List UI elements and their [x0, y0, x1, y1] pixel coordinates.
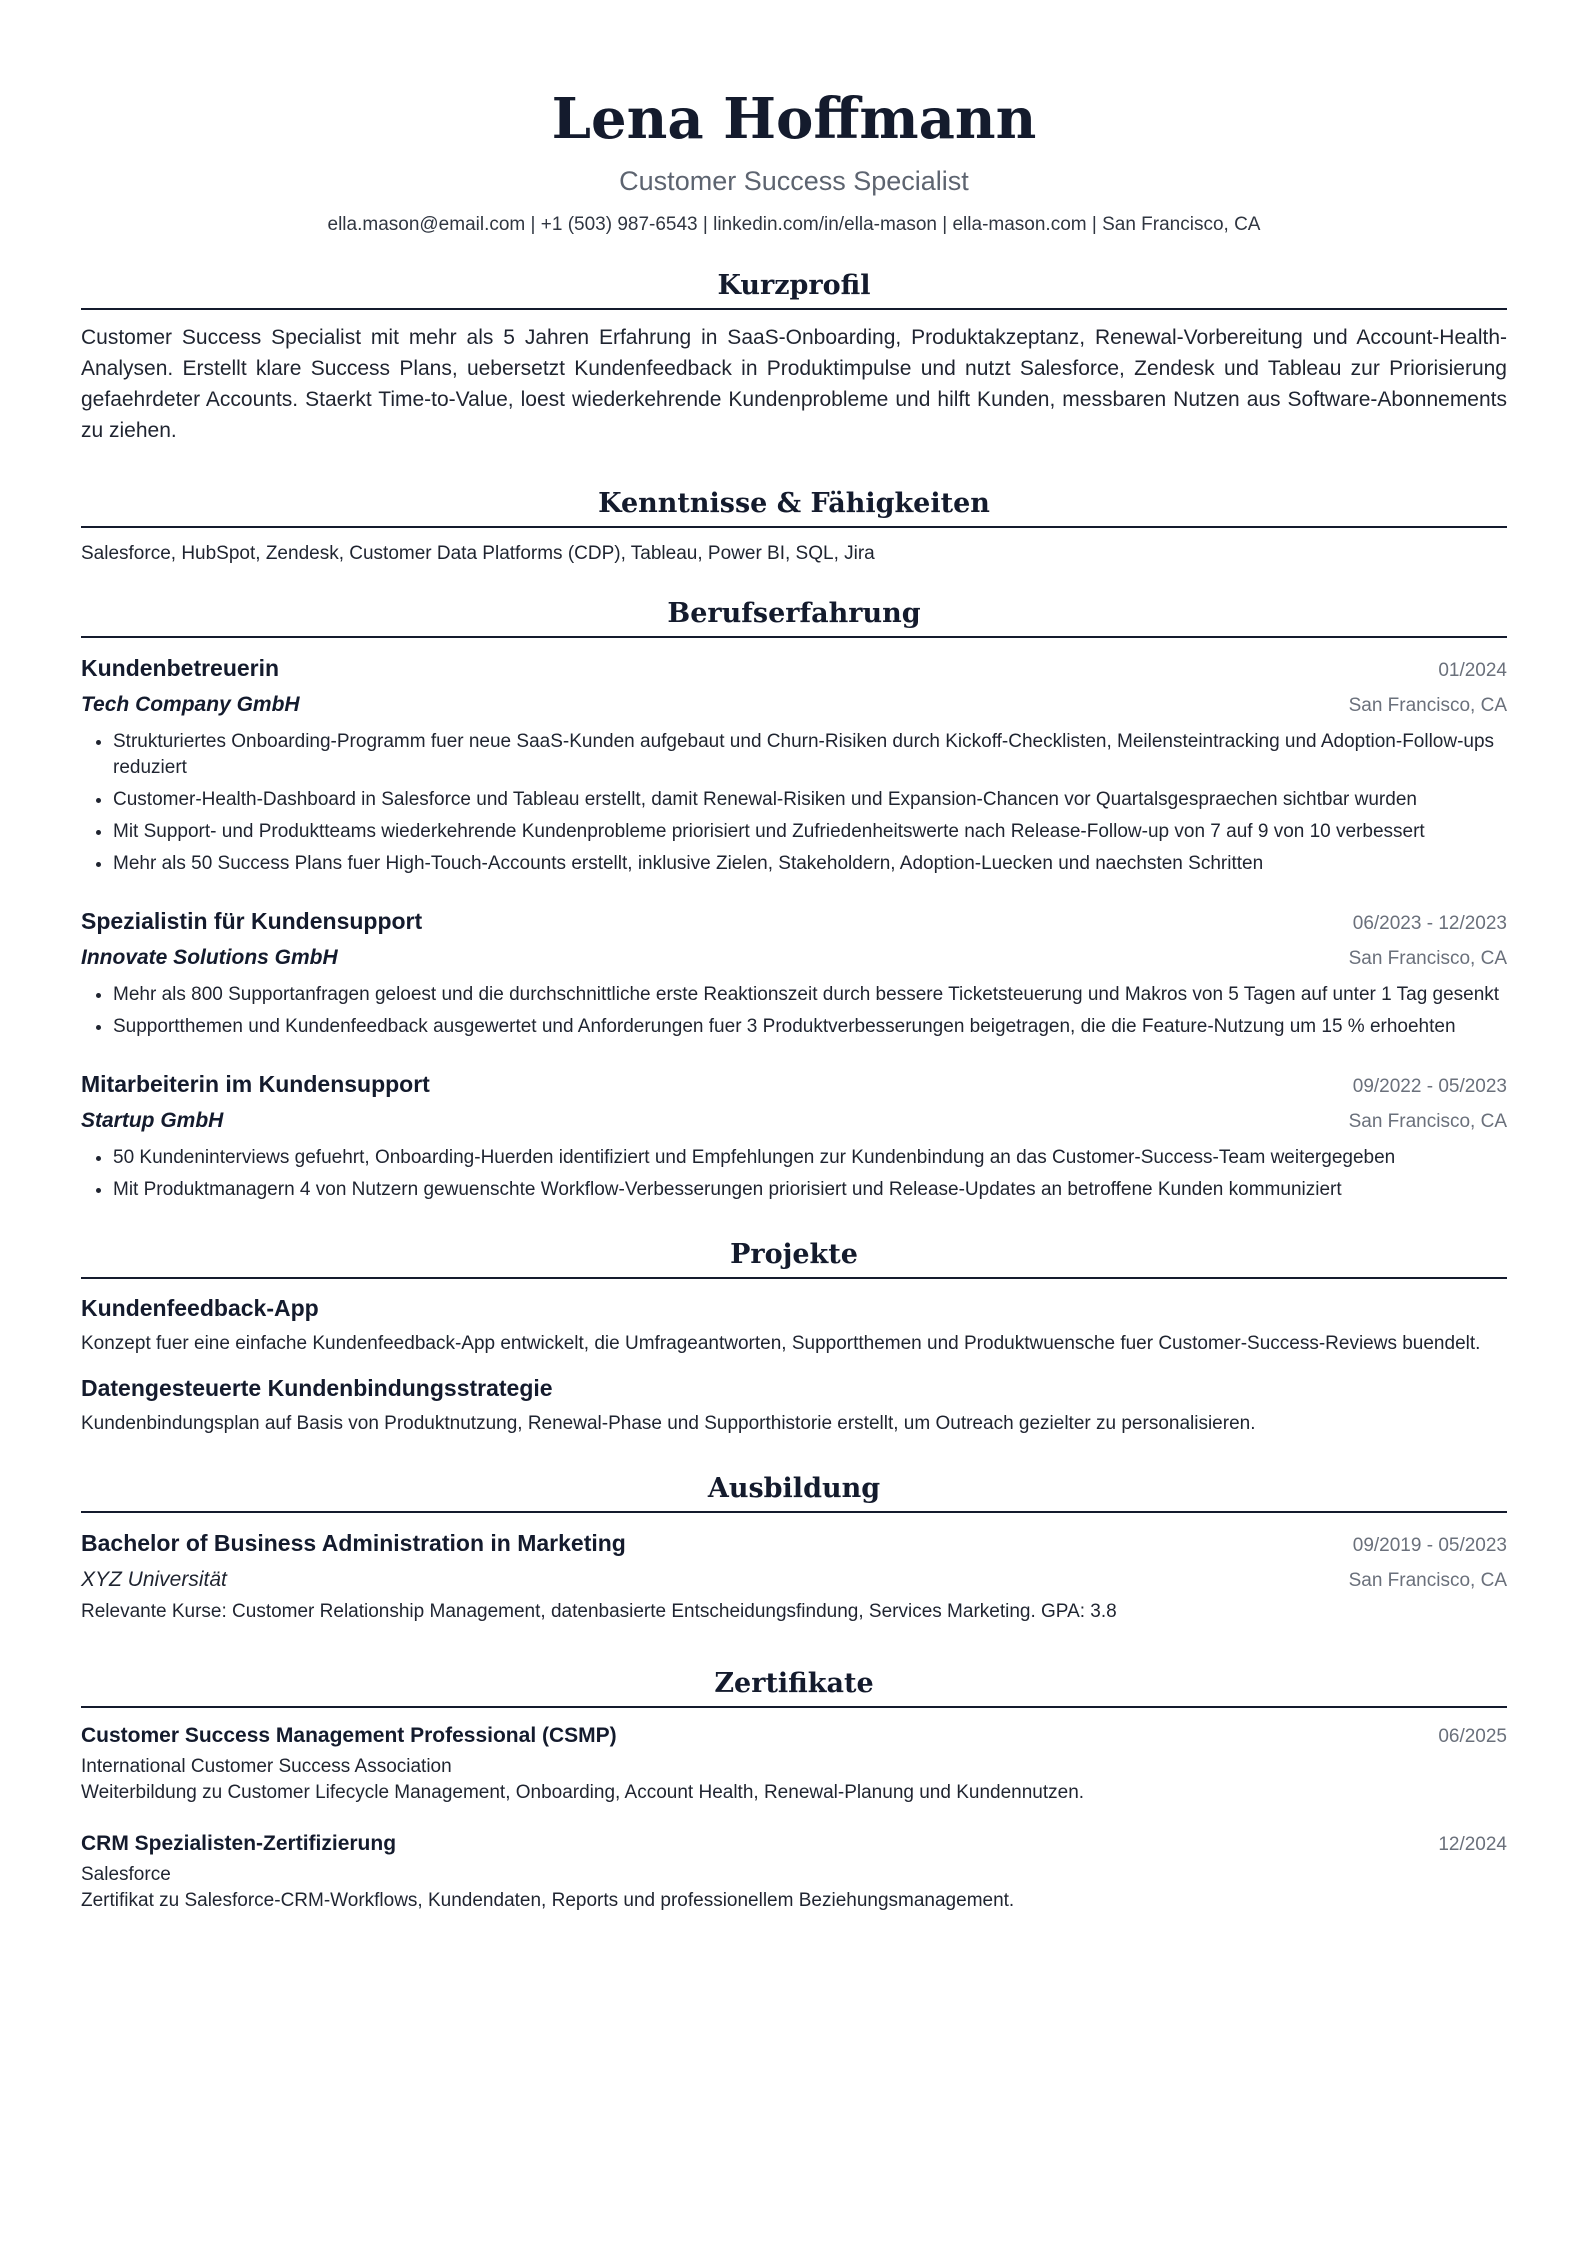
certificate-description: Zertifikat zu Salesforce-CRM-Workflows, Kundendaten, Reports und professionellem Beziehungsmanagement.	[81, 1890, 1015, 1911]
job-bullet: • Mit Support- und Produktteams wiederkehrende Kundenprobleme priorisiert und Zufriedenheitswerte nach Release-Follow-up von 7 auf 9 von 10 verbessert	[113, 819, 1507, 845]
certificate-entry	[81, 1828, 1507, 1914]
certificate-issuer: Salesforce	[81, 1864, 171, 1885]
job-entry	[81, 650, 1507, 877]
job-bullet: • Supportthemen und Kundenfeedback ausgewertet und Anforderungen fuer 3 Produktverbesserungen beigetragen, die die Feature-Nutzung um 15 % erhoehten	[113, 1014, 1507, 1040]
education-location: San Francisco, CA	[1348, 1570, 1507, 1591]
job-bullet: • Mit Produktmanagern 4 von Nutzern gewuenschte Workflow-Verbesserungen priorisiert und Release-Updates an betroffene Kunden kommuniziert	[113, 1177, 1507, 1203]
job-bullets	[81, 729, 1507, 877]
section-experience	[81, 596, 1507, 1203]
contact-line: ella.mason@email.com | +1 (503) 987-6543 | linkedin.com/in/ella-mason | ella-mason.com | San Francisco, CA	[327, 214, 1261, 235]
section-heading-summary: Kurzprofil	[81, 268, 1507, 310]
project-description: Kundenbindungsplan auf Basis von Produktnutzung, Renewal-Phase und Supporthistorie erstellt, um Outreach gezielter zu personalisieren.	[81, 1413, 1256, 1434]
section-heading-education: Ausbildung	[81, 1471, 1507, 1513]
job-bullet: • 50 Kundeninterviews gefuehrt, Onboarding-Huerden identifiziert und Empfehlungen zur Kundenbindung an das Customer-Success-Team weitergegeben	[113, 1145, 1507, 1171]
certificate-date: 06/2025	[1438, 1726, 1507, 1747]
project-entry	[81, 1291, 1507, 1357]
job-date: 01/2024	[1438, 660, 1507, 681]
education-date: 09/2019 - 05/2023	[1352, 1535, 1507, 1556]
job-bullet: • Strukturiertes Onboarding-Programm fuer neue SaaS-Kunden aufgebaut und Churn-Risiken durch Kickoff-Checklisten, Meilensteintracking und Adoption-Follow-ups reduziert	[113, 729, 1507, 781]
project-title: Kundenfeedback-App	[81, 1295, 319, 1321]
project-description: Konzept fuer eine einfache Kundenfeedback-App entwickelt, die Umfrageantworten, Supportthemen und Produktwuensche fuer Customer-Success-Reviews buendelt.	[81, 1333, 1481, 1354]
job-entry	[81, 1066, 1507, 1203]
job-bullet: • Mehr als 50 Success Plans fuer High-Touch-Accounts erstellt, inklusive Zielen, Stakeholdern, Adoption-Luecken und naechsten Schritten	[113, 851, 1507, 877]
certificate-entry	[81, 1720, 1507, 1806]
job-role: Spezialistin für Kundensupport	[81, 908, 423, 934]
section-heading-projects: Projekte	[81, 1237, 1507, 1279]
job-bullet: • Mehr als 800 Supportanfragen geloest und die durchschnittliche erste Reaktionszeit durch bessere Ticketsteuerung und Makros von 5 Tagen auf unter 1 Tag gesenkt	[113, 982, 1507, 1008]
job-entry	[81, 903, 1507, 1040]
education-degree: Bachelor of Business Administration in Marketing	[81, 1530, 626, 1556]
section-summary	[81, 268, 1507, 446]
section-heading-experience: Berufserfahrung	[81, 596, 1507, 638]
certificate-title: CRM Spezialisten-Zertifizierung	[81, 1832, 397, 1855]
certificate-issuer: International Customer Success Association	[81, 1756, 452, 1777]
job-company: Tech Company GmbH	[81, 693, 300, 716]
job-location: San Francisco, CA	[1348, 695, 1507, 716]
summary-text: Customer Success Specialist mit mehr als 5 Jahren Erfahrung in SaaS-Onboarding, Produktakzeptanz, Renewal-Vorbereitung und Account-Health-Analysen. Erstellt klare Success Plans, uebersetzt Kundenfeedback in Produktimpulse und nutzt Salesforce, Zendesk und Tableau zur Priorisierung gefaehrdeter Accounts. Staerkt Time-to-Value, loest wiederkehrende Kundenprobleme und hilft Kunden, messbaren Nutzen aus Software-Abonnements zu ziehen.	[81, 326, 1507, 442]
project-entry	[81, 1371, 1507, 1437]
job-bullet: • Customer-Health-Dashboard in Salesforce und Tableau erstellt, damit Renewal-Risiken und Expansion-Chancen vor Quartalsgespraechen sichtbar wurden	[113, 787, 1507, 813]
certificate-description: Weiterbildung zu Customer Lifecycle Management, Onboarding, Account Health, Renewal-Planung und Kundennutzen.	[81, 1782, 1085, 1803]
job-company: Startup GmbH	[81, 1109, 224, 1132]
job-role: Kundenbetreuerin	[81, 655, 280, 681]
resume-header	[81, 0, 1507, 238]
candidate-title: Customer Success Specialist	[619, 166, 969, 196]
candidate-name: Lena Hoffmann	[551, 86, 1037, 152]
job-role: Mitarbeiterin im Kundensupport	[81, 1071, 430, 1097]
job-location: San Francisco, CA	[1348, 1111, 1507, 1132]
job-bullets	[81, 1145, 1507, 1203]
certificate-date: 12/2024	[1438, 1834, 1507, 1855]
section-education	[81, 1471, 1507, 1626]
project-title: Datengesteuerte Kundenbindungsstrategie	[81, 1375, 553, 1401]
job-date: 06/2023 - 12/2023	[1352, 913, 1507, 934]
job-date: 09/2022 - 05/2023	[1352, 1076, 1507, 1097]
skills-text: Salesforce, HubSpot, Zendesk, Customer Data Platforms (CDP), Tableau, Power BI, SQL, Jira	[81, 543, 875, 564]
job-location: San Francisco, CA	[1348, 948, 1507, 969]
job-company: Innovate Solutions GmbH	[81, 946, 338, 969]
section-projects	[81, 1237, 1507, 1437]
section-heading-certificates: Zertifikate	[81, 1666, 1507, 1708]
education-school: XYZ Universität	[81, 1568, 227, 1591]
section-certificates	[81, 1666, 1507, 1914]
section-heading-skills: Kenntnisse & Fähigkeiten	[81, 486, 1507, 528]
certificate-title: Customer Success Management Professional (CSMP)	[81, 1724, 617, 1747]
job-bullets	[81, 982, 1507, 1040]
section-skills	[81, 486, 1507, 568]
education-details: Relevante Kurse: Customer Relationship Management, datenbasierte Entscheidungsfindung, Services Marketing. GPA: 3.8	[81, 1601, 1117, 1622]
